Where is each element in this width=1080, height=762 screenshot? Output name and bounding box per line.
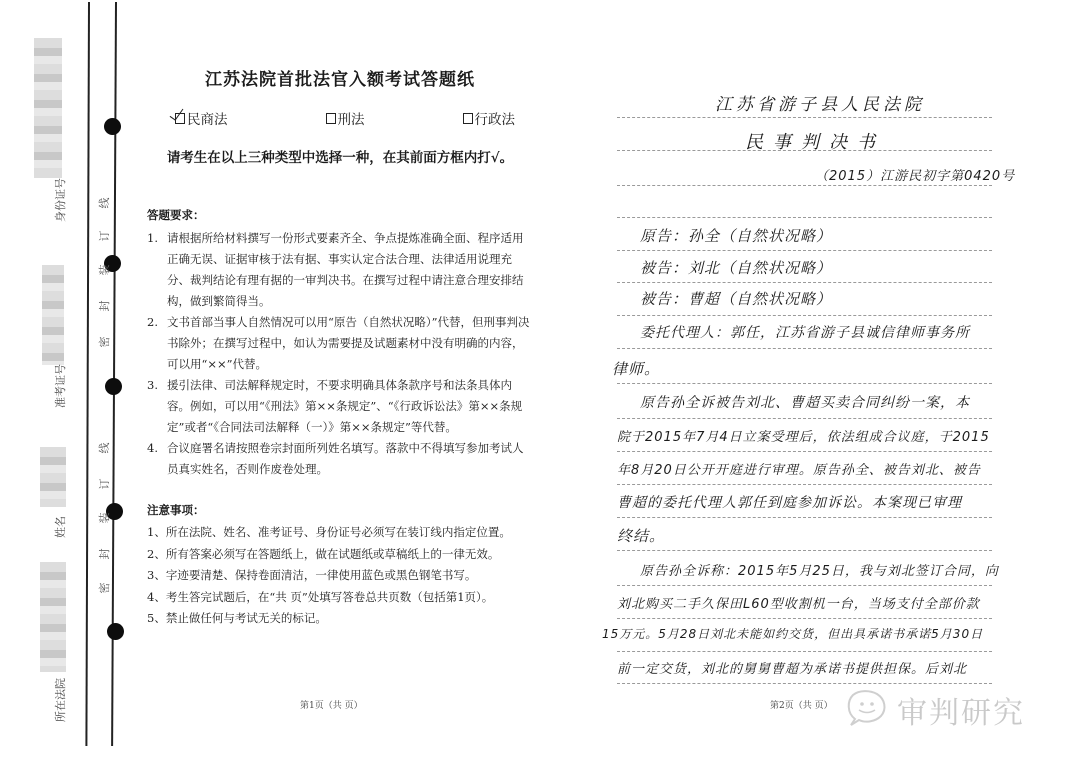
requirements-heading: 答题要求： xyxy=(147,208,205,222)
option-label: 行政法 xyxy=(474,112,515,128)
watermark-text: 审判研究 xyxy=(897,696,1025,731)
binding-char: 装 xyxy=(98,264,111,276)
option-label: 刑法 xyxy=(337,112,365,128)
ruled-line xyxy=(617,683,992,684)
handwritten-line: 原告孙全诉称：2015年5月25日，我与刘北签订合同，向 xyxy=(640,564,999,579)
notes-list xyxy=(147,522,532,630)
ruled-line xyxy=(617,517,992,518)
court-name: 江苏省游子县人民法院 xyxy=(715,95,925,115)
ruled-line xyxy=(617,550,992,551)
handwritten-line: 原告孙全诉被告刘北、曹超买卖合同纠纷一案，本 xyxy=(640,395,970,411)
ruled-line xyxy=(617,585,992,586)
ruled-line xyxy=(617,315,992,316)
binding-char: 订 xyxy=(98,230,111,242)
exam-number-label: 准考证号 xyxy=(54,364,67,408)
ruled-line xyxy=(617,651,992,652)
handwritten-line: 前一定交货，刘北的舅舅曹超为承诺书提供担保。后刘北 xyxy=(617,662,968,677)
binding-char: 线 xyxy=(98,442,111,454)
wechat-chat-bubble-icon xyxy=(845,689,891,731)
binding-char: 订 xyxy=(98,478,111,490)
ruled-line xyxy=(617,217,992,218)
watermark xyxy=(845,688,1025,732)
requirements-list xyxy=(147,228,532,480)
ruled-line xyxy=(617,282,992,283)
binding-line-outer xyxy=(85,2,89,746)
selection-instruction: 请考生在以上三种类型中选择一种，在其前面方框内打√。 xyxy=(166,150,514,166)
handwritten-line: 院于2015年7月4日立案受理后，依法组成合议庭，于2015 xyxy=(617,430,990,445)
note-item: 5、禁止做任何与考试无关的标记。 xyxy=(147,611,327,625)
handwritten-line: 15万元。5月28日刘北未能如约交货，但出具承诺书承诺5月30日 xyxy=(602,627,984,641)
handwritten-line: 曹超的委托代理人郭任到庭参加诉讼。本案现已审理 xyxy=(617,495,962,511)
handwritten-line: 刘北购买二手久保田L60型收割机一台，当场支付全部价款 xyxy=(617,597,980,612)
ruled-line xyxy=(617,185,992,186)
punch-hole xyxy=(104,118,121,135)
answer-sheet-page-1 xyxy=(130,0,550,762)
binding-char: 密 xyxy=(98,582,111,594)
ruled-line xyxy=(617,484,992,485)
note-item: 1、所在法院、姓名、准考证号、身份证号必须写在装订线内指定位置。 xyxy=(147,525,511,539)
handwritten-line: 原告：孙全（自然状况略） xyxy=(640,227,833,245)
handwritten-line: 年8月20日公开开庭进行审理。原告孙全、被告刘北、被告 xyxy=(617,463,981,478)
ruled-line xyxy=(617,618,992,619)
exam-type-options xyxy=(175,108,515,128)
ruled-line xyxy=(617,117,992,118)
redacted-exam-number xyxy=(42,265,64,365)
note-item: 4、考生答完试题后，在“共 页”处填写答卷总共页数（包括第1页）。 xyxy=(147,589,494,604)
ruled-line xyxy=(617,250,992,251)
binding-margin xyxy=(0,0,130,762)
exam-title: 江苏法院首批法官入额考试答题纸 xyxy=(205,70,475,90)
requirement-item: 3. 援引法律、司法解释规定时，不要求明确具体条款序号和法条具体内容。例如，可以用“《刑法》第××条规定”、“《行政诉讼法》第××条规定”或者“《合同法司法解释（一）》第××条规定”等代替。 xyxy=(147,378,523,434)
requirement-item: 1. 请根据所给材料撰写一份形式要素齐全、争点提炼准确全面、程序适用正确无误、证据审核于法有据、事实认定合法合理、法律适用说理充分、裁判结论有理有据的一审判决书。在撰写过程中请注意合理安排结构，做到繁简得当。 xyxy=(147,231,524,308)
handwritten-line: 委托代理人：郭任，江苏省游子县诚信律师事务所 xyxy=(640,325,970,341)
requirement-item: 4. 合议庭署名请按照卷宗封面所列姓名填写。落款中不得填写参加考试人员真实姓名，否则作废卷处理。 xyxy=(147,441,524,476)
name-label: 姓名 xyxy=(54,516,67,538)
binding-char: 封 xyxy=(98,300,111,312)
punch-hole xyxy=(107,623,124,640)
redacted-id-number xyxy=(34,38,62,178)
answer-sheet-page-2 xyxy=(590,0,1016,762)
binding-char: 密 xyxy=(98,336,111,348)
handwritten-line: 终结。 xyxy=(617,527,666,545)
ruled-line xyxy=(617,383,992,384)
handwritten-line: 律师。 xyxy=(612,360,661,378)
option-civil-commercial-law[interactable] xyxy=(175,108,228,128)
checkbox[interactable] xyxy=(463,113,473,124)
punch-hole xyxy=(105,378,122,395)
page-number: 第2页（共 页） xyxy=(770,701,833,711)
binding-char: 装 xyxy=(98,512,111,524)
id-number-label: 身份证号 xyxy=(54,178,67,222)
note-item: 3、字迹要清楚、保持卷面清洁，一律使用蓝色或黑色钢笔书写。 xyxy=(147,568,477,582)
redacted-name xyxy=(40,447,66,507)
option-administrative-law[interactable] xyxy=(463,108,516,128)
ruled-line xyxy=(617,150,992,151)
checkbox-checked[interactable] xyxy=(175,113,185,124)
binding-char: 封 xyxy=(98,548,111,560)
notes-heading: 注意事项： xyxy=(147,503,205,517)
court-label: 所在法院 xyxy=(54,678,67,722)
document-type: 民事判决书 xyxy=(745,132,885,153)
note-item: 2、所有答案必须写在答题纸上，做在试题纸或草稿纸上的一律无效。 xyxy=(147,546,500,561)
case-number: （2015）江游民初字第0420号 xyxy=(815,169,1016,184)
ruled-line xyxy=(617,348,992,349)
handwritten-line: 被告：曹超（自然状况略） xyxy=(640,290,833,308)
ruled-line xyxy=(617,451,992,452)
option-criminal-law[interactable] xyxy=(326,108,365,128)
page-number: 第1页（共 页） xyxy=(300,701,363,711)
redacted-court xyxy=(40,562,66,672)
binding-char: 线 xyxy=(98,197,111,209)
handwritten-line: 被告：刘北（自然状况略） xyxy=(640,259,833,277)
ruled-line xyxy=(617,418,992,419)
requirement-item: 2. 文书首部当事人自然情况可以用“原告（自然状况略）”代替，但刑事判决书除外；在撰写过程中，如认为需要提及试题素材中没有明确的内容，可以用“××”代替。 xyxy=(147,315,530,371)
checkbox[interactable] xyxy=(326,113,336,124)
option-label: 民商法 xyxy=(187,112,228,128)
